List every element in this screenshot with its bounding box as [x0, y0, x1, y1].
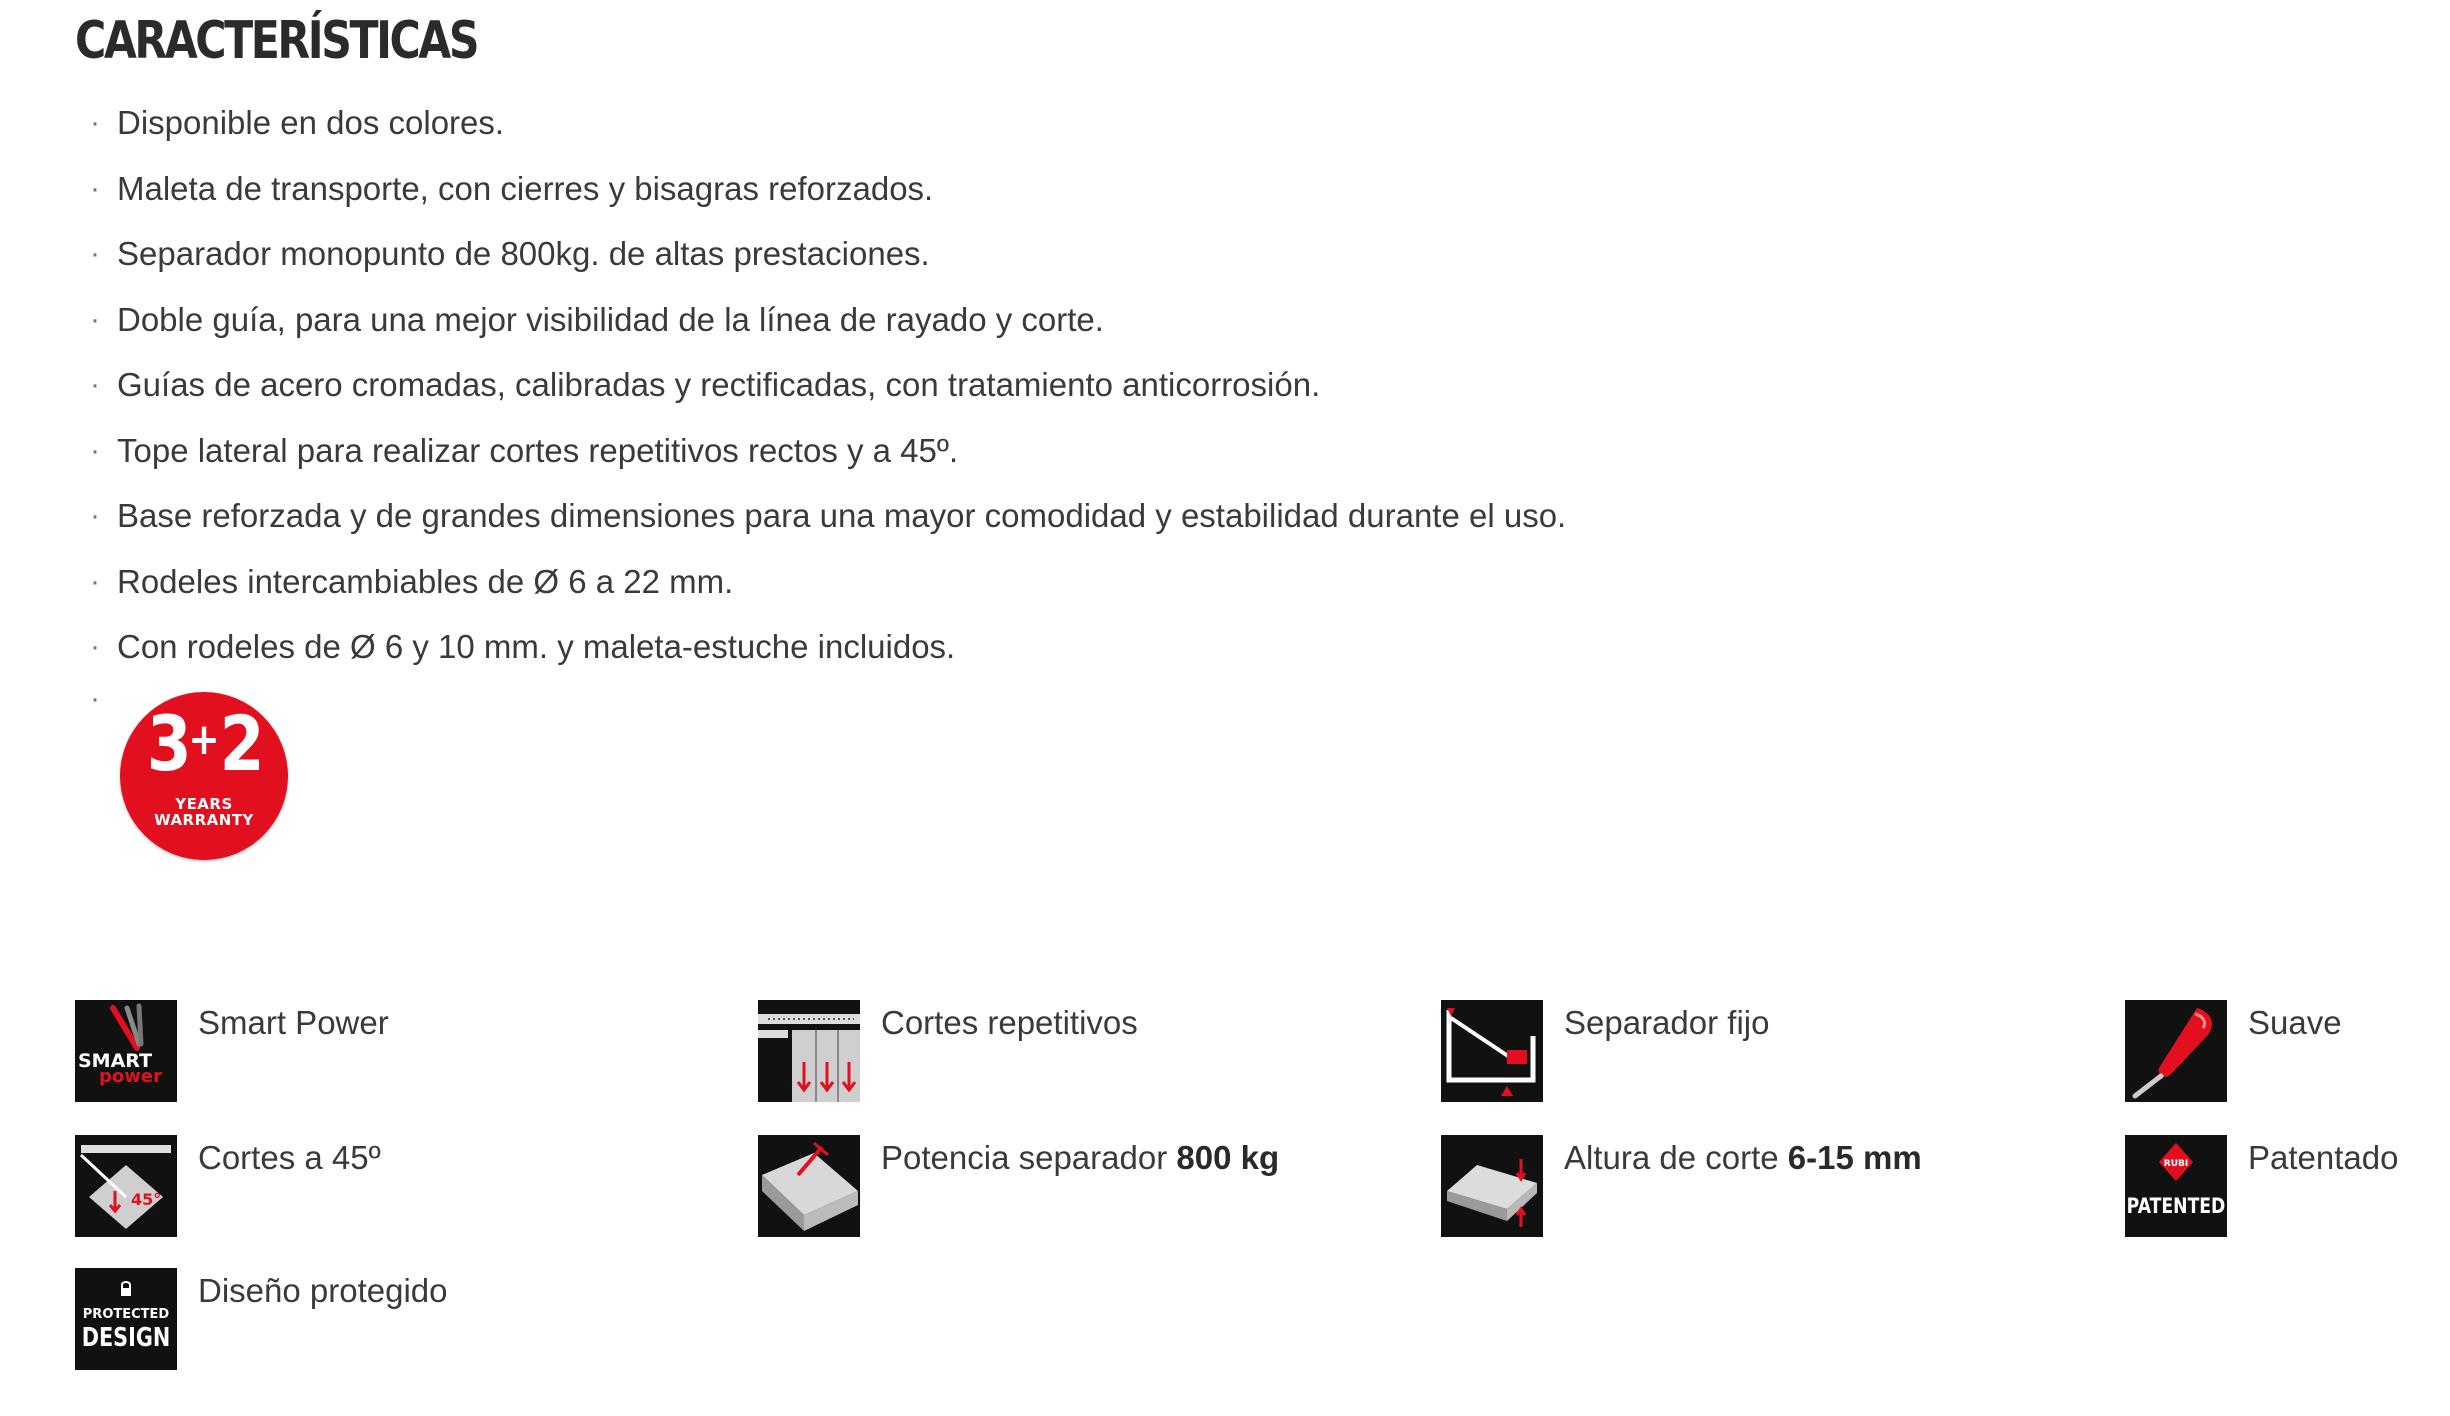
warranty-number-left: 3	[146, 699, 189, 788]
bullet: ·	[90, 630, 100, 663]
warranty-line2: WARRANTY	[154, 811, 254, 829]
spec-label	[881, 1135, 1279, 1181]
bullet: ·	[90, 106, 100, 139]
warranty-years	[133, 699, 276, 788]
fixed-separator-icon	[1441, 1000, 1543, 1102]
icon-text-top: RUBI	[2163, 1159, 2189, 1169]
feature-text: Maleta de transporte, con cierres y bisagras reforzados.	[117, 169, 934, 207]
feature-text: Separador monopunto de 800kg. de altas prestaciones.	[117, 235, 930, 272]
spec-label: Separador fijo	[1564, 1004, 1770, 1041]
spec-icons-grid	[75, 1000, 2450, 1380]
cut-height-icon	[1441, 1135, 1543, 1237]
list-item	[90, 357, 1566, 423]
spec-label: Suave	[2248, 1004, 2342, 1041]
spec-label	[1564, 1135, 1922, 1181]
spec-label-text: Potencia separador	[881, 1139, 1177, 1176]
warranty-number-right: 2	[219, 699, 262, 788]
protected-design-icon	[75, 1268, 177, 1370]
spec-value: 800 kg	[1176, 1139, 1280, 1176]
separator-power-icon	[758, 1135, 860, 1237]
feature-text: Con rodeles de Ø 6 y 10 mm. y maleta-estuche incluidos.	[117, 628, 956, 665]
bullet: ·	[90, 237, 100, 270]
icon-text-top: SMART	[78, 1050, 153, 1072]
repetitive-cuts-icon	[758, 1000, 860, 1102]
warranty-badge-icon	[120, 692, 288, 860]
list-item	[90, 619, 1566, 685]
list-item	[90, 554, 1566, 620]
spec-value: 6-15 mm	[1787, 1139, 1922, 1176]
bullet: ·	[90, 171, 100, 205]
spec-label: Cortes repetitivos	[881, 1004, 1138, 1041]
feature-text: Rodeles intercambiables de Ø 6 a 22 mm.	[117, 562, 734, 600]
bullet: ·	[90, 682, 100, 715]
spec-label: Smart Power	[198, 1004, 389, 1041]
list-item	[90, 226, 1566, 292]
cut-45-icon	[75, 1135, 177, 1237]
spec-label: Patentado	[2248, 1139, 2399, 1176]
spec-label: Diseño protegido	[198, 1272, 448, 1309]
list-item	[90, 161, 1566, 227]
bullet: ·	[90, 499, 100, 532]
feature-text: Base reforzada y de grandes dimensiones para una mayor comodidad y estabilidad durante el uso.	[117, 497, 1567, 534]
warranty-line1: YEARS	[175, 795, 233, 813]
bullet: ·	[90, 302, 100, 336]
spec-label-text: Altura de corte	[1564, 1139, 1788, 1176]
bullet: ·	[90, 564, 100, 598]
bullet: ·	[90, 368, 100, 401]
feature-text: Doble guía, para una mejor visibilidad de la línea de rayado y corte.	[117, 300, 1104, 338]
feature-text: Guías de acero cromadas, calibradas y rectificadas, con tratamiento anticorrosión.	[117, 366, 1321, 403]
section-title: CARACTERÍSTICAS	[75, 11, 478, 71]
list-item	[90, 95, 1566, 161]
icon-text-bottom: power	[99, 1066, 162, 1087]
icon-text-bottom: PATENTED	[2126, 1193, 2226, 1219]
icon-text-top: PROTECTED	[82, 1307, 170, 1322]
warranty-caption	[120, 796, 288, 828]
spec-label: Cortes a 45º	[198, 1139, 381, 1176]
feature-text: Tope lateral para realizar cortes repetitivos rectos y a 45º.	[117, 431, 959, 469]
list-item	[90, 423, 1566, 489]
smooth-handle-icon	[2125, 1000, 2227, 1102]
features-list	[90, 95, 1566, 685]
smart-power-icon	[75, 1000, 177, 1102]
bullet: ·	[90, 433, 100, 467]
feature-text: Disponible en dos colores.	[117, 104, 505, 141]
list-item	[90, 488, 1566, 554]
warranty-plus: +	[188, 714, 220, 765]
patented-icon	[2125, 1135, 2227, 1237]
icon-text-bottom: DESIGN	[81, 1321, 171, 1353]
list-item	[90, 292, 1566, 358]
icon-text: 45°	[131, 1190, 162, 1209]
